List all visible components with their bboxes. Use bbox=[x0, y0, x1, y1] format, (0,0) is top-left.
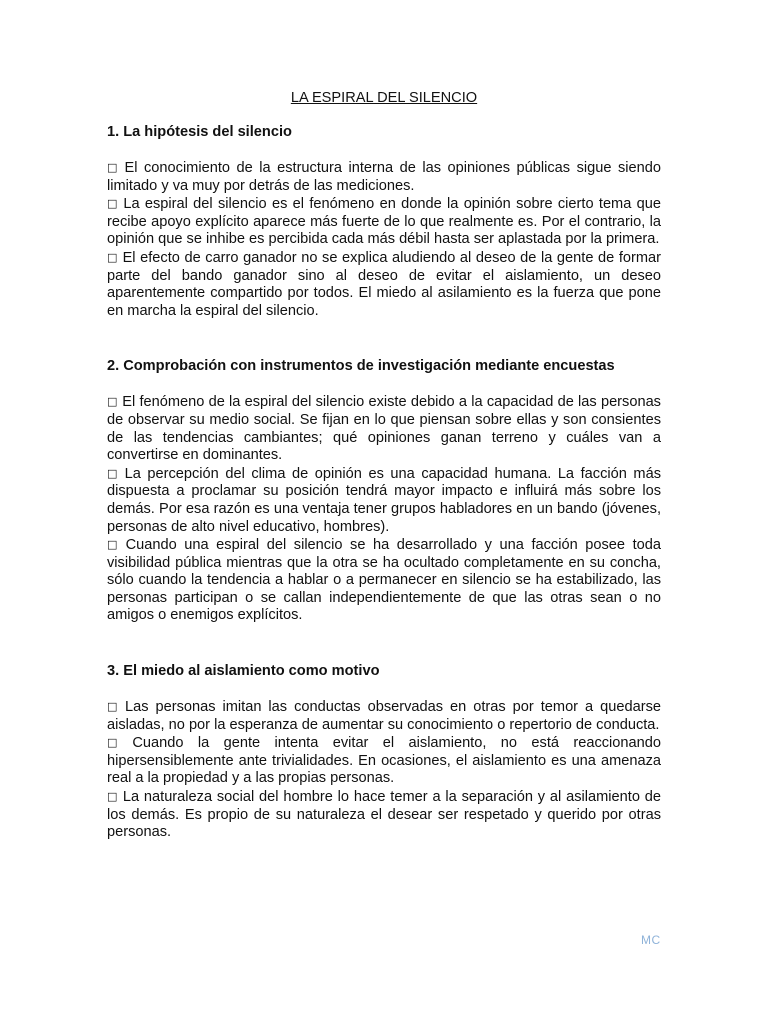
paragraph-text: El fenómeno de la espiral del silencio existe debido a la capacidad de las personas de observar su medio social. Se fijan en lo que piensan sobre ellas y son consientes de las tendencias cambiantes; qué opiniones ganan terreno y cuáles van a convertirse en dominantes. bbox=[107, 394, 661, 464]
bullet-box-icon: □ bbox=[107, 790, 118, 804]
bullet-box-icon: □ bbox=[107, 736, 118, 750]
document-page bbox=[107, 88, 661, 842]
paragraph bbox=[107, 195, 661, 249]
section-1 bbox=[107, 123, 661, 320]
section-3 bbox=[107, 662, 661, 842]
paragraph-text: La percepción del clima de opinión es una capacidad humana. La facción más dispuesta a proclamar su posición tendrá mayor impacto e influirá más sobre los demás. Por esa razón es una ventaja tener grupos habladores en un bando (jóvenes, personas de alto nivel educativo, hombres). bbox=[107, 465, 661, 535]
paragraph-text: El efecto de carro ganador no se explica aludiendo al deseo de la gente de formar parte del bando ganador sino al deseo de evitar el aislamiento, un deseo aparentemente compartido por todos. El miedo al asilamiento es la fuerza que pone en marcha la espiral del silencio. bbox=[107, 249, 661, 319]
paragraph-text: Cuando una espiral del silencio se ha desarrollado y una facción posee toda visibilidad pública mientras que la otra se ha ocultado completamente en su concha, sólo cuando la tendencia a hablar o a permanecer en silencio se ha estabilizado, las personas participan o se callan independientemente de que las otras sean o no amigos o enemigos explícitos. bbox=[107, 537, 661, 624]
paragraph bbox=[107, 249, 661, 320]
paragraph-text: Cuando la gente intenta evitar el aislamiento, no está reaccionando hipersensiblemente ante trivialidades. En ocasiones, el aislamiento es una amenaza real a la propiedad y a las propias personas. bbox=[107, 735, 661, 787]
paragraph bbox=[107, 393, 661, 464]
bullet-box-icon: □ bbox=[107, 700, 118, 714]
paragraph bbox=[107, 159, 661, 195]
paragraph bbox=[107, 536, 661, 625]
bullet-box-icon: □ bbox=[107, 466, 118, 480]
bullet-box-icon: □ bbox=[107, 395, 118, 409]
author-initials: MC bbox=[641, 933, 661, 947]
section-heading: 1. La hipótesis del silencio bbox=[107, 124, 292, 140]
paragraph-text: El conocimiento de la estructura interna de las opiniones públicas sigue siendo limitado y va muy por detrás de las mediciones. bbox=[107, 160, 661, 194]
section-heading: 2. Comprobación con instrumentos de investigación mediante encuestas bbox=[107, 358, 615, 375]
bullet-box-icon: □ bbox=[107, 197, 118, 211]
section-heading: 3. El miedo al aislamiento como motivo bbox=[107, 663, 380, 680]
bullet-box-icon: □ bbox=[107, 538, 118, 552]
document-title: LA ESPIRAL DEL SILENCIO bbox=[290, 90, 478, 106]
paragraph-text: La espiral del silencio es el fenómeno en donde la opinión sobre cierto tema que recibe apoyo explícito aparece más fuerte de lo que realmente es. Por el contrario, la opinión que se inhibe es percibida cada más débil hasta ser aplastada por la primera. bbox=[107, 196, 661, 248]
section-2 bbox=[107, 357, 661, 625]
bullet-box-icon: □ bbox=[107, 250, 118, 264]
paragraph bbox=[107, 465, 661, 536]
paragraph bbox=[107, 734, 661, 788]
paragraph bbox=[107, 698, 661, 734]
paragraph-text: La naturaleza social del hombre lo hace temer a la separación y al asilamiento de los demás. Es propio de su naturaleza el desear ser respetado y querido por otras personas. bbox=[107, 789, 661, 841]
paragraph bbox=[107, 788, 661, 842]
paragraph-text: Las personas imitan las conductas observadas en otras por temor a quedarse aisladas, no por la esperanza de aumentar su conocimiento o repertorio de conducta. bbox=[107, 699, 661, 733]
bullet-box-icon: □ bbox=[107, 161, 118, 174]
